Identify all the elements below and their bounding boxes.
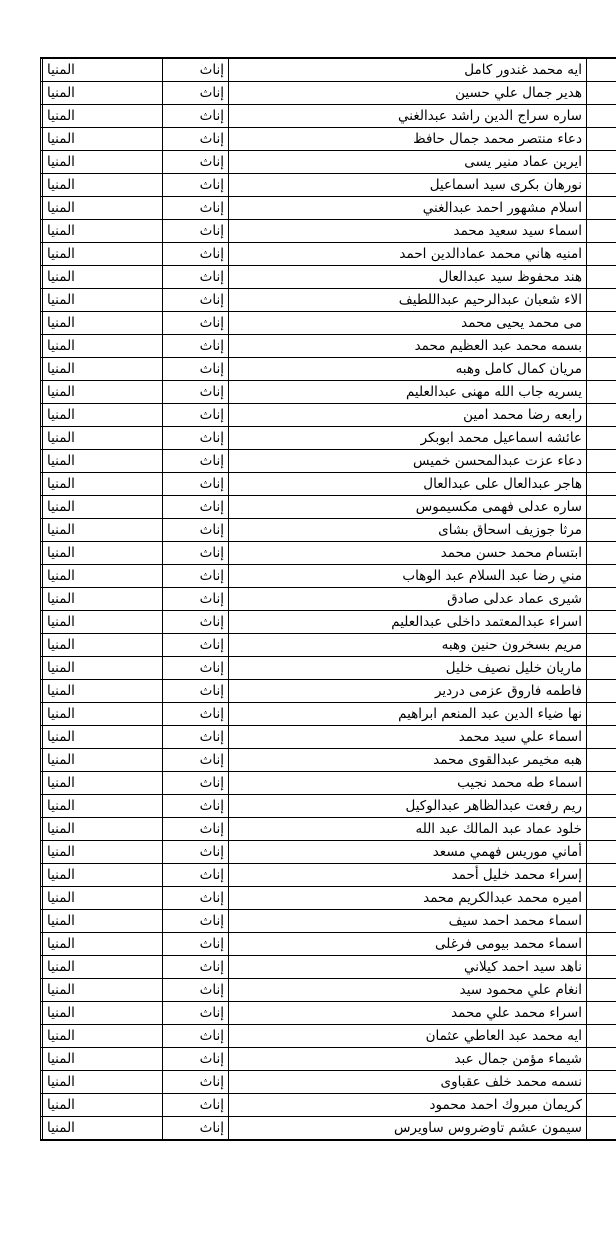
governorate-cell: المنيا bbox=[43, 128, 163, 151]
table-row bbox=[41, 1094, 616, 1117]
governorate-cell: المنيا bbox=[43, 427, 163, 450]
gender-cell: إناث bbox=[163, 1025, 229, 1048]
row-margin-cell bbox=[587, 933, 616, 956]
governorate-cell: المنيا bbox=[43, 956, 163, 979]
table-row bbox=[41, 381, 616, 404]
table-row bbox=[41, 680, 616, 703]
table-row bbox=[41, 657, 616, 680]
name-cell: اسماء سيد سعيد محمد bbox=[229, 220, 587, 243]
gender-cell: إناث bbox=[163, 864, 229, 887]
row-margin-cell bbox=[587, 450, 616, 473]
row-margin-cell bbox=[587, 335, 616, 358]
table-row bbox=[41, 588, 616, 611]
table-row bbox=[41, 243, 616, 266]
name-cell: ايرين عماد منير يسى bbox=[229, 151, 587, 174]
gender-cell: إناث bbox=[163, 266, 229, 289]
name-cell: خلود عماد عبد المالك عبد الله bbox=[229, 818, 587, 841]
gender-cell: إناث bbox=[163, 1048, 229, 1071]
gender-cell: إناث bbox=[163, 473, 229, 496]
row-margin-cell bbox=[587, 289, 616, 312]
row-margin-cell bbox=[587, 381, 616, 404]
table-row bbox=[41, 887, 616, 910]
name-cell: عائشه اسماعيل محمد ابوبكر bbox=[229, 427, 587, 450]
governorate-cell: المنيا bbox=[43, 496, 163, 519]
gender-cell: إناث bbox=[163, 58, 229, 82]
governorate-cell: المنيا bbox=[43, 105, 163, 128]
gender-cell: إناث bbox=[163, 1117, 229, 1141]
gender-cell: إناث bbox=[163, 128, 229, 151]
name-cell: شيماء مؤمن جمال عبد bbox=[229, 1048, 587, 1071]
name-cell: امنيه هاني محمد عمادالدين احمد bbox=[229, 243, 587, 266]
governorate-cell: المنيا bbox=[43, 910, 163, 933]
name-cell: هدير جمال علي حسين bbox=[229, 82, 587, 105]
name-cell: انغام علي محمود سيد bbox=[229, 979, 587, 1002]
gender-cell: إناث bbox=[163, 427, 229, 450]
row-margin-cell bbox=[587, 174, 616, 197]
name-cell: مريان كمال كامل وهبه bbox=[229, 358, 587, 381]
gender-cell: إناث bbox=[163, 404, 229, 427]
name-cell: اسماء طه محمد نجيب bbox=[229, 772, 587, 795]
name-cell: نها ضياء الدين عبد المنعم ابراهيم bbox=[229, 703, 587, 726]
name-cell: أماني موريس فهمي مسعد bbox=[229, 841, 587, 864]
gender-cell: إناث bbox=[163, 289, 229, 312]
governorate-cell: المنيا bbox=[43, 335, 163, 358]
table-row bbox=[41, 818, 616, 841]
governorate-cell: المنيا bbox=[43, 1117, 163, 1141]
name-cell: هند محفوظ سيد عبدالعال bbox=[229, 266, 587, 289]
governorate-cell: المنيا bbox=[43, 1071, 163, 1094]
row-margin-cell bbox=[587, 726, 616, 749]
governorate-cell: المنيا bbox=[43, 634, 163, 657]
gender-cell: إناث bbox=[163, 1002, 229, 1025]
name-cell: نورهان بكرى سيد اسماعيل bbox=[229, 174, 587, 197]
table-row bbox=[41, 1025, 616, 1048]
gender-cell: إناث bbox=[163, 588, 229, 611]
table-row bbox=[41, 312, 616, 335]
table-row bbox=[41, 58, 616, 82]
gender-cell: إناث bbox=[163, 887, 229, 910]
gender-cell: إناث bbox=[163, 795, 229, 818]
table-row bbox=[41, 105, 616, 128]
row-margin-cell bbox=[587, 1048, 616, 1071]
gender-cell: إناث bbox=[163, 1094, 229, 1117]
row-margin-cell bbox=[587, 1071, 616, 1094]
table-row bbox=[41, 611, 616, 634]
gender-cell: إناث bbox=[163, 519, 229, 542]
gender-cell: إناث bbox=[163, 910, 229, 933]
gender-cell: إناث bbox=[163, 174, 229, 197]
name-cell: ايه محمد غندور كامل bbox=[229, 58, 587, 82]
row-margin-cell bbox=[587, 128, 616, 151]
governorate-cell: المنيا bbox=[43, 887, 163, 910]
governorate-cell: المنيا bbox=[43, 1002, 163, 1025]
governorate-cell: المنيا bbox=[43, 82, 163, 105]
name-cell: اسماء محمد بيومى فرغلى bbox=[229, 933, 587, 956]
table-row bbox=[41, 358, 616, 381]
row-margin-cell bbox=[587, 749, 616, 772]
name-cell: ابتسام محمد حسن محمد bbox=[229, 542, 587, 565]
row-margin-cell bbox=[587, 496, 616, 519]
table-row bbox=[41, 542, 616, 565]
table-row bbox=[41, 772, 616, 795]
name-cell: إسراء محمد خليل أحمد bbox=[229, 864, 587, 887]
name-cell: رابعه رضا محمد امين bbox=[229, 404, 587, 427]
gender-cell: إناث bbox=[163, 841, 229, 864]
gender-cell: إناث bbox=[163, 703, 229, 726]
governorate-cell: المنيا bbox=[43, 979, 163, 1002]
row-margin-cell bbox=[587, 841, 616, 864]
table-row bbox=[41, 841, 616, 864]
name-cell: هاجر عبدالعال على عبدالعال bbox=[229, 473, 587, 496]
name-cell: سيمون عشم تاوضروس ساويرس bbox=[229, 1117, 587, 1141]
table-row bbox=[41, 1002, 616, 1025]
table-row bbox=[41, 473, 616, 496]
table-row bbox=[41, 220, 616, 243]
row-margin-cell bbox=[587, 1002, 616, 1025]
gender-cell: إناث bbox=[163, 105, 229, 128]
row-margin-cell bbox=[587, 956, 616, 979]
governorate-cell: المنيا bbox=[43, 818, 163, 841]
gender-cell: إناث bbox=[163, 956, 229, 979]
gender-cell: إناث bbox=[163, 565, 229, 588]
row-margin-cell bbox=[587, 795, 616, 818]
row-margin-cell bbox=[587, 404, 616, 427]
table-row bbox=[41, 910, 616, 933]
table-row bbox=[41, 703, 616, 726]
governorate-cell: المنيا bbox=[43, 381, 163, 404]
governorate-cell: المنيا bbox=[43, 58, 163, 82]
name-cell: شيرى عماد عدلى صادق bbox=[229, 588, 587, 611]
name-cell: دعاء عزت عبدالمحسن خميس bbox=[229, 450, 587, 473]
row-margin-cell bbox=[587, 887, 616, 910]
gender-cell: إناث bbox=[163, 634, 229, 657]
name-cell: اسماء علي سيد محمد bbox=[229, 726, 587, 749]
name-cell: ناهد سيد احمد كيلاني bbox=[229, 956, 587, 979]
governorate-cell: المنيا bbox=[43, 841, 163, 864]
row-margin-cell bbox=[587, 151, 616, 174]
governorate-cell: المنيا bbox=[43, 519, 163, 542]
name-cell: ايه محمد عبد العاطي عثمان bbox=[229, 1025, 587, 1048]
table-row bbox=[41, 795, 616, 818]
row-margin-cell bbox=[587, 519, 616, 542]
governorate-cell: المنيا bbox=[43, 197, 163, 220]
gender-cell: إناث bbox=[163, 772, 229, 795]
table-row bbox=[41, 128, 616, 151]
governorate-cell: المنيا bbox=[43, 749, 163, 772]
row-margin-cell bbox=[587, 58, 616, 82]
row-margin-cell bbox=[587, 657, 616, 680]
table-row bbox=[41, 289, 616, 312]
table-row bbox=[41, 634, 616, 657]
row-margin-cell bbox=[587, 910, 616, 933]
row-margin-cell bbox=[587, 1117, 616, 1141]
name-cell: نسمه محمد خلف عقباوى bbox=[229, 1071, 587, 1094]
table-row bbox=[41, 519, 616, 542]
governorate-cell: المنيا bbox=[43, 657, 163, 680]
governorate-cell: المنيا bbox=[43, 266, 163, 289]
governorate-cell: المنيا bbox=[43, 565, 163, 588]
table-row bbox=[41, 427, 616, 450]
name-cell: اسماء محمد احمد سيف bbox=[229, 910, 587, 933]
name-cell: اميره محمد عبدالكريم محمد bbox=[229, 887, 587, 910]
governorate-cell: المنيا bbox=[43, 864, 163, 887]
gender-cell: إناث bbox=[163, 82, 229, 105]
name-cell: مى محمد يحيى محمد bbox=[229, 312, 587, 335]
governorate-cell: المنيا bbox=[43, 772, 163, 795]
governorate-cell: المنيا bbox=[43, 611, 163, 634]
row-margin-cell bbox=[587, 542, 616, 565]
table-row bbox=[41, 266, 616, 289]
governorate-cell: المنيا bbox=[43, 542, 163, 565]
governorate-cell: المنيا bbox=[43, 933, 163, 956]
gender-cell: إناث bbox=[163, 726, 229, 749]
governorate-cell: المنيا bbox=[43, 1094, 163, 1117]
governorate-cell: المنيا bbox=[43, 358, 163, 381]
governorate-cell: المنيا bbox=[43, 404, 163, 427]
row-margin-cell bbox=[587, 220, 616, 243]
gender-cell: إناث bbox=[163, 749, 229, 772]
row-margin-cell bbox=[587, 197, 616, 220]
governorate-cell: المنيا bbox=[43, 680, 163, 703]
row-margin-cell bbox=[587, 473, 616, 496]
table-row bbox=[41, 749, 616, 772]
roster-body bbox=[41, 58, 616, 1140]
governorate-cell: المنيا bbox=[43, 151, 163, 174]
table-row bbox=[41, 174, 616, 197]
row-margin-cell bbox=[587, 312, 616, 335]
name-cell: اسراء عبدالمعتمد داخلى عبدالعليم bbox=[229, 611, 587, 634]
governorate-cell: المنيا bbox=[43, 174, 163, 197]
row-margin-cell bbox=[587, 979, 616, 1002]
row-margin-cell bbox=[587, 864, 616, 887]
table-row bbox=[41, 726, 616, 749]
governorate-cell: المنيا bbox=[43, 588, 163, 611]
gender-cell: إناث bbox=[163, 151, 229, 174]
gender-cell: إناث bbox=[163, 979, 229, 1002]
gender-cell: إناث bbox=[163, 381, 229, 404]
table-row bbox=[41, 1117, 616, 1141]
gender-cell: إناث bbox=[163, 818, 229, 841]
gender-cell: إناث bbox=[163, 1071, 229, 1094]
name-cell: كريمان مبروك احمد محمود bbox=[229, 1094, 587, 1117]
row-margin-cell bbox=[587, 1094, 616, 1117]
row-margin-cell bbox=[587, 818, 616, 841]
governorate-cell: المنيا bbox=[43, 289, 163, 312]
table-row bbox=[41, 82, 616, 105]
row-margin-cell bbox=[587, 588, 616, 611]
name-cell: مرثا جوزيف اسحاق بشاى bbox=[229, 519, 587, 542]
row-margin-cell bbox=[587, 680, 616, 703]
roster-table bbox=[40, 57, 616, 1141]
name-cell: بسمه محمد عبد العظيم محمد bbox=[229, 335, 587, 358]
row-margin-cell bbox=[587, 634, 616, 657]
row-margin-cell bbox=[587, 266, 616, 289]
row-margin-cell bbox=[587, 772, 616, 795]
governorate-cell: المنيا bbox=[43, 473, 163, 496]
name-cell: ماريان خليل نصيف خليل bbox=[229, 657, 587, 680]
row-margin-cell bbox=[587, 1025, 616, 1048]
governorate-cell: المنيا bbox=[43, 795, 163, 818]
name-cell: ريم رفعت عبدالظاهر عبدالوكيل bbox=[229, 795, 587, 818]
row-margin-cell bbox=[587, 703, 616, 726]
table-row bbox=[41, 197, 616, 220]
document-sheet bbox=[40, 57, 616, 1141]
row-margin-cell bbox=[587, 82, 616, 105]
gender-cell: إناث bbox=[163, 680, 229, 703]
name-cell: مريم بسخرون حنين وهبه bbox=[229, 634, 587, 657]
gender-cell: إناث bbox=[163, 243, 229, 266]
gender-cell: إناث bbox=[163, 657, 229, 680]
gender-cell: إناث bbox=[163, 312, 229, 335]
row-margin-cell bbox=[587, 611, 616, 634]
name-cell: ساره سراج الدين راشد عبدالغني bbox=[229, 105, 587, 128]
governorate-cell: المنيا bbox=[43, 1048, 163, 1071]
table-row bbox=[41, 933, 616, 956]
row-margin-cell bbox=[587, 427, 616, 450]
name-cell: مني رضا عبد السلام عبد الوهاب bbox=[229, 565, 587, 588]
table-row bbox=[41, 864, 616, 887]
name-cell: اسلام مشهور احمد عبدالغني bbox=[229, 197, 587, 220]
row-margin-cell bbox=[587, 565, 616, 588]
governorate-cell: المنيا bbox=[43, 1025, 163, 1048]
gender-cell: إناث bbox=[163, 335, 229, 358]
row-margin-cell bbox=[587, 358, 616, 381]
name-cell: دعاء منتصر محمد جمال حافظ bbox=[229, 128, 587, 151]
table-row bbox=[41, 1071, 616, 1094]
table-row bbox=[41, 565, 616, 588]
gender-cell: إناث bbox=[163, 220, 229, 243]
name-cell: اسراء محمد علي محمد bbox=[229, 1002, 587, 1025]
gender-cell: إناث bbox=[163, 450, 229, 473]
table-row bbox=[41, 450, 616, 473]
gender-cell: إناث bbox=[163, 496, 229, 519]
governorate-cell: المنيا bbox=[43, 220, 163, 243]
gender-cell: إناث bbox=[163, 197, 229, 220]
gender-cell: إناث bbox=[163, 933, 229, 956]
row-margin-cell bbox=[587, 105, 616, 128]
governorate-cell: المنيا bbox=[43, 450, 163, 473]
gender-cell: إناث bbox=[163, 542, 229, 565]
gender-cell: إناث bbox=[163, 358, 229, 381]
governorate-cell: المنيا bbox=[43, 703, 163, 726]
governorate-cell: المنيا bbox=[43, 312, 163, 335]
gender-cell: إناث bbox=[163, 611, 229, 634]
governorate-cell: المنيا bbox=[43, 726, 163, 749]
name-cell: ساره عدلى فهمى مكسيموس bbox=[229, 496, 587, 519]
row-margin-cell bbox=[587, 243, 616, 266]
name-cell: الاء شعبان عبدالرحيم عبداللطيف bbox=[229, 289, 587, 312]
table-row bbox=[41, 979, 616, 1002]
table-row bbox=[41, 404, 616, 427]
table-row bbox=[41, 956, 616, 979]
table-row bbox=[41, 335, 616, 358]
table-row bbox=[41, 496, 616, 519]
name-cell: هبه مخيمر عبدالقوى محمد bbox=[229, 749, 587, 772]
table-row bbox=[41, 151, 616, 174]
governorate-cell: المنيا bbox=[43, 243, 163, 266]
name-cell: فاطمه فاروق عزمى دردير bbox=[229, 680, 587, 703]
table-row bbox=[41, 1048, 616, 1071]
name-cell: يسريه جاب الله مهنى عبدالعليم bbox=[229, 381, 587, 404]
